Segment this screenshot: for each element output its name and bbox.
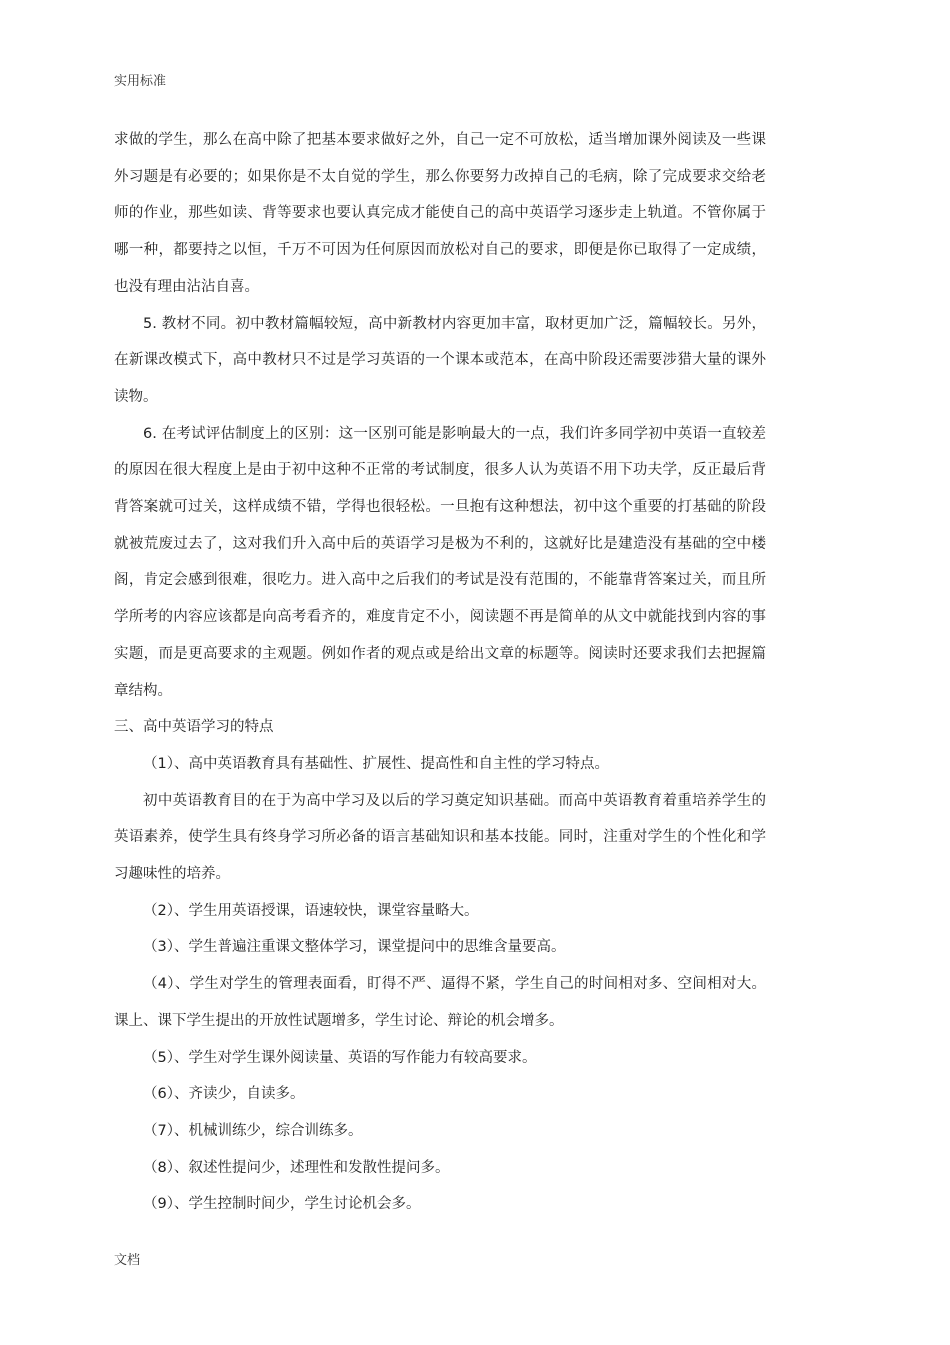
- list-item-3: （3）、学生普遍注重课文整体学习，课堂提问中的思维含量要高。: [143, 939, 566, 956]
- paragraph-explanation: 初中英语教育目的在于为高中学习及以后的学习奠定知识基础。而高中英语教育着重培养学生的英语素养，使学生具有终身学习所必备的语言基础知识和基本技能。同时，注重对学生的个性化和学习趣味性的培养。: [114, 792, 766, 883]
- list-item-7: （7）、机械训练少，综合训练多。: [143, 1122, 363, 1139]
- paragraph-continuation: 求做的学生，那么在高中除了把基本要求做好之外，自己一定不可放松，适当增加课外阅读及一些课外习题是有必要的；如果你是不太自觉的学生，那么你要努力改掉自己的毛病，除了完成要求交给老师的作业，那些如读、背等要求也要认真完成才能使自己的高中英语学习逐步走上轨道。不管你属于哪一种，都要持之以恒，千万不可因为任何原因而放松对自己的要求，即便是你已取得了一定成绩，也没有理由沾沾自喜。: [114, 132, 766, 295]
- paragraph-item-5: 5. 教材不同。初中教材篇幅较短，高中新教材内容更加丰富，取材更加广泛，篇幅较长。另外，在新课改模式下，高中教材只不过是学习英语的一个课本或范本，在高中阶段还需要涉猎大量的课外读物。: [114, 315, 766, 405]
- list-item-1: （1）、高中英语教育具有基础性、扩展性、提高性和自主性的学习特点。: [143, 755, 609, 772]
- list-item-2: （2）、学生用英语授课，语速较快，课堂容量略大。: [143, 902, 479, 919]
- page-header: 实用标准: [114, 74, 167, 89]
- list-item-6: （6）、齐读少，自读多。: [143, 1086, 305, 1103]
- paragraph-item-6: 6. 在考试评估制度上的区别：这一区别可能是影响最大的一点，我们许多同学初中英语一直较差的原因在很大程度上是由于初中这种不正常的考试制度，很多人认为英语不用下功夫学，反正最后背背答案就可过关，这样成绩不错，学得也很轻松。一旦抱有这种想法，初中这个重要的打基础的阶段就被荒废过去了，这对我们升入高中后的英语学习是极为不利的，这就好比是建造没有基础的空中楼阁，肯定会感到很难，很吃力。进入高中之后我们的考试是没有范围的，不能靠背答案过关，而且所学所考的内容应该都是向高考看齐的，难度肯定不小，阅读题不再是简单的从文中就能找到内容的事实题，而是更高要求的主观题。例如作者的观点或是给出文章的标题等。阅读时还要求我们去把握篇章结构。: [114, 425, 766, 699]
- list-item-9: （9）、学生控制时间少，学生讨论机会多。: [143, 1196, 421, 1213]
- list-item-8: （8）、叙述性提问少，述理性和发散性提问多。: [143, 1159, 450, 1176]
- section-heading: 三、高中英语学习的特点: [114, 719, 274, 736]
- list-item-4: （4）、学生对学生的管理表面看，盯得不严、逼得不紧，学生自己的时间相对多、空间相对大。课上、课下学生提出的开放性试题增多，学生讨论、辩论的机会增多。: [114, 976, 766, 1029]
- list-item-5: （5）、学生对学生课外阅读量、英语的写作能力有较高要求。: [143, 1049, 537, 1066]
- document-body: [114, 122, 766, 1223]
- page-footer: 文档: [114, 1253, 141, 1268]
